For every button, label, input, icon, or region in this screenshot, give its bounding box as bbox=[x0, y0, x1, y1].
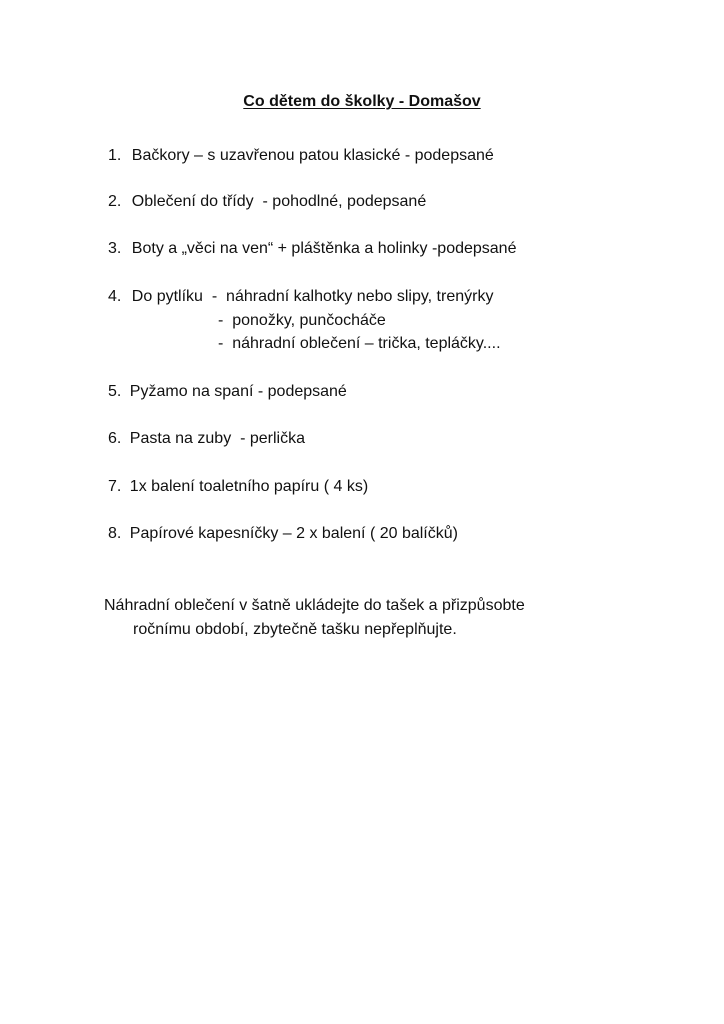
list-item-number: 3. bbox=[108, 240, 122, 257]
list-item-1 bbox=[108, 146, 494, 166]
list-item-text: Oblečení do třídy - pohodlné, podepsané bbox=[131, 193, 427, 210]
list-item-text: Pyžamo na spaní - podepsané bbox=[129, 383, 347, 400]
list-item-text: Do pytlíku - náhradní kalhotky nebo slipy, trenýrky bbox=[131, 288, 494, 305]
list-item-text: Pasta na zuby - perlička bbox=[129, 430, 305, 447]
list-item-number: 4. bbox=[108, 288, 122, 305]
list-item-8 bbox=[108, 524, 458, 544]
list-item-3 bbox=[108, 239, 516, 259]
list-item-4-subline-1: - ponožky, punčocháče bbox=[218, 312, 386, 329]
note-line-1: Náhradní oblečení v šatně ukládejte do tašek a přizpůsobte bbox=[104, 597, 525, 614]
list-item-7 bbox=[108, 477, 368, 497]
list-item-text: Bačkory – s uzavřenou patou klasické - podepsané bbox=[131, 147, 494, 164]
list-item-5 bbox=[108, 382, 347, 402]
list-item-4 bbox=[108, 287, 493, 307]
list-item-2 bbox=[108, 192, 426, 212]
list-item-6 bbox=[108, 429, 305, 449]
page-title: Co dětem do školky - Domašov bbox=[243, 93, 481, 110]
list-item-number: 7. bbox=[108, 478, 122, 495]
list-item-text: Papírové kapesníčky – 2 x balení ( 20 balíčků) bbox=[129, 525, 458, 542]
list-item-text: Boty a „věci na ven“ + pláštěnka a holinky -podepsané bbox=[131, 240, 517, 257]
list-item-number: 1. bbox=[108, 147, 122, 164]
list-item-number: 5. bbox=[108, 383, 122, 400]
list-item-number: 8. bbox=[108, 525, 122, 542]
note-line-2: ročnímu období, zbytečně tašku nepřeplňujte. bbox=[133, 621, 457, 638]
list-item-text: 1x balení toaletního papíru ( 4 ks) bbox=[129, 478, 369, 495]
list-item-number: 6. bbox=[108, 430, 122, 447]
list-item-4-subline-2: - náhradní oblečení – trička, tepláčky.... bbox=[218, 335, 501, 352]
list-item-number: 2. bbox=[108, 193, 122, 210]
